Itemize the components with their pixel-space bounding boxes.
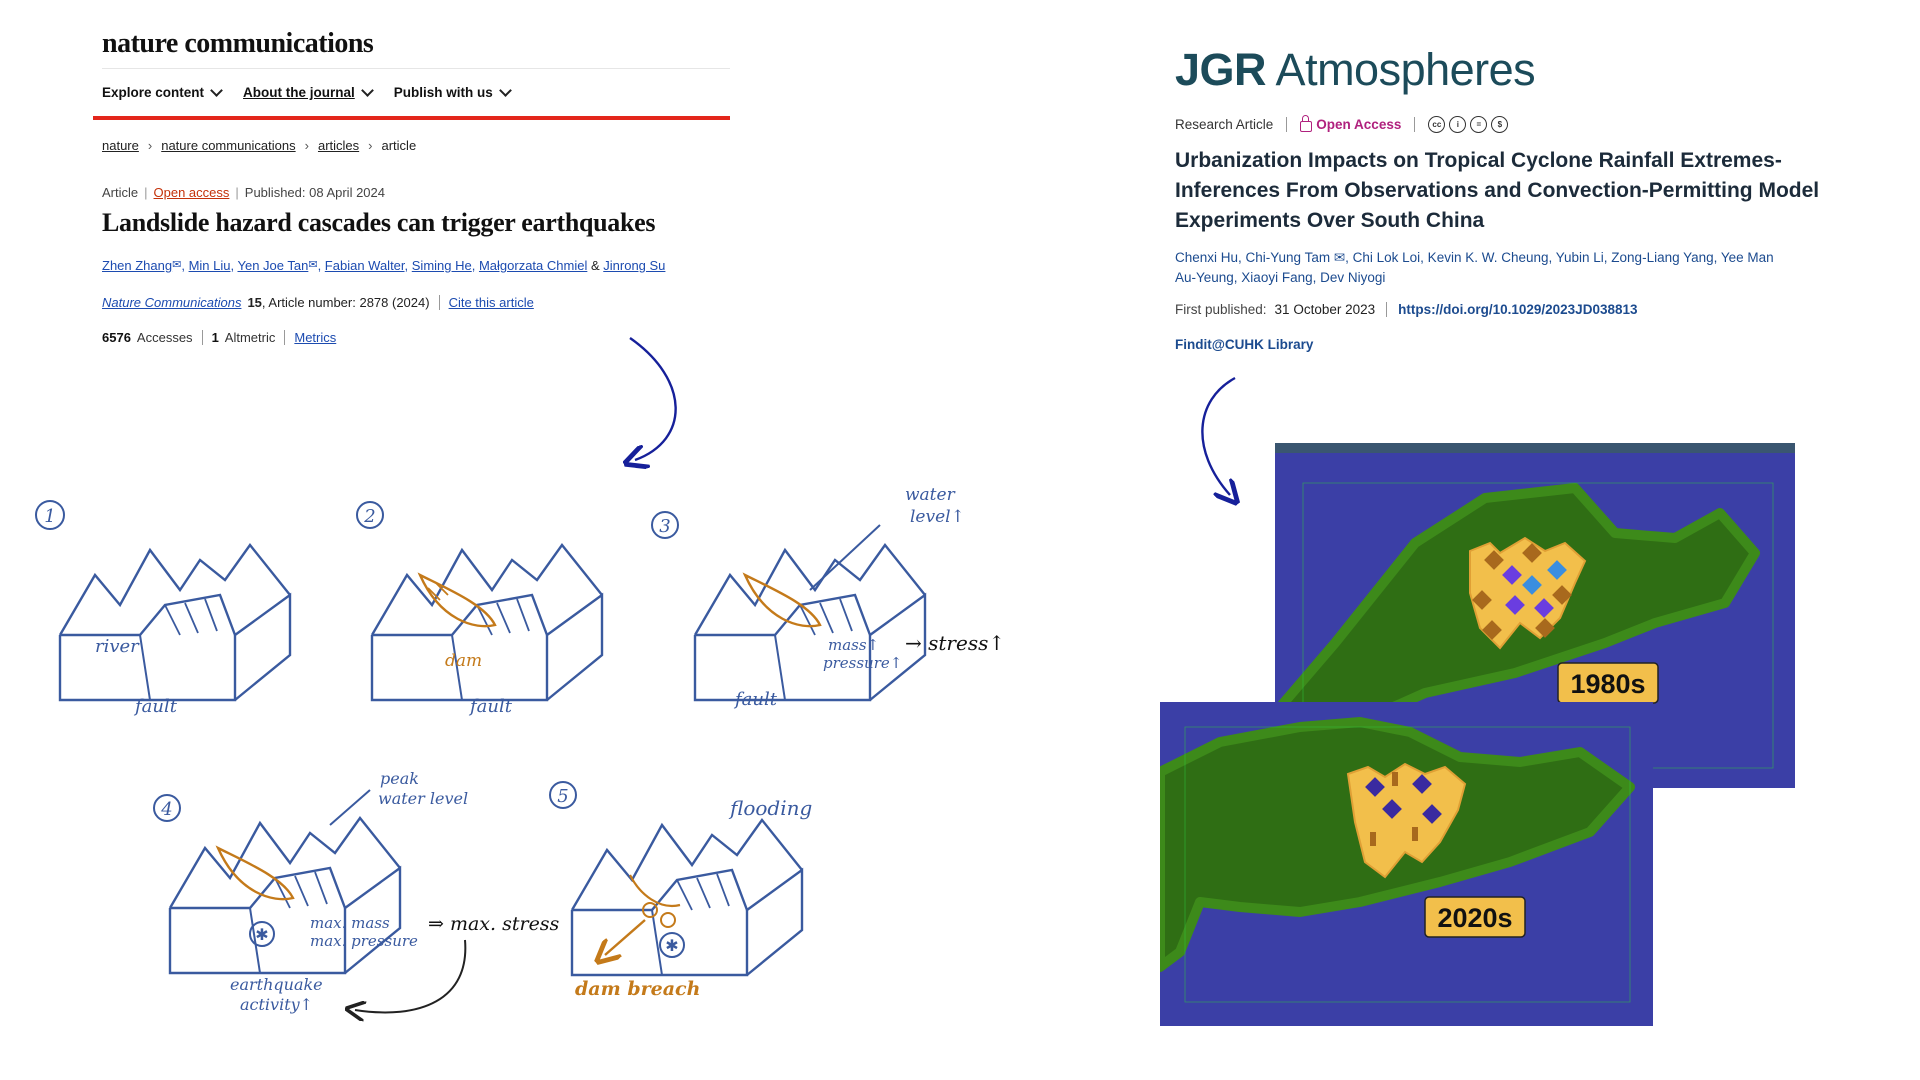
author-link[interactable]: Zhen Zhang xyxy=(102,258,173,273)
journal-logo[interactable] xyxy=(1175,44,1535,96)
mail-icon[interactable]: ✉ xyxy=(172,259,182,271)
sketch-label: pressure↑ xyxy=(823,654,903,672)
article-meta: Article | Open access | Published: 08 April 2024 xyxy=(102,185,385,200)
cite-this-article-link[interactable]: Cite this article xyxy=(448,295,534,310)
journal-nav xyxy=(102,85,510,100)
published-date: Published: 08 April 2024 xyxy=(244,185,385,200)
open-access-label: Open Access xyxy=(1316,117,1402,132)
altmetric-count: 1 xyxy=(211,330,219,345)
sketch-label: flooding xyxy=(730,796,813,820)
article-number: , Article number: 2878 (2024) xyxy=(261,295,430,310)
accesses-count: 6576 xyxy=(102,330,131,345)
nav-explore-content[interactable] xyxy=(102,85,221,100)
step-number: 5 xyxy=(557,786,569,807)
cc-nd-icon: = xyxy=(1470,116,1487,133)
article-title: Urbanization Impacts on Tropical Cyclone Rainfall Extremes-Inferences From Observations and Convection-Permitting Model Experiments Over South China xyxy=(1175,149,1820,232)
sketch-label: peak xyxy=(380,769,419,788)
sketch-label: river xyxy=(95,636,139,657)
volume: 15 xyxy=(247,295,262,310)
breadcrumb-link[interactable]: articles xyxy=(317,138,360,153)
chevron-right-icon: › xyxy=(368,138,373,153)
author-separator: & xyxy=(590,258,600,273)
nav-label: Publish with us xyxy=(393,85,493,100)
step-number: 4 xyxy=(161,799,173,820)
lock-icon xyxy=(1300,121,1312,132)
open-access-badge xyxy=(1300,117,1401,132)
chevron-down-icon xyxy=(210,84,223,97)
author-link[interactable]: Jinrong Su xyxy=(603,258,666,273)
chevron-down-icon xyxy=(499,84,512,97)
sketch-label: mass↑ xyxy=(828,636,880,654)
sketch-label: → stress↑ xyxy=(905,631,1006,655)
arrow-icon xyxy=(630,338,676,460)
author-link[interactable]: Siming He xyxy=(411,258,472,273)
landslide-cascade-sketch xyxy=(0,320,1060,1040)
logo-jgr: JGR xyxy=(1175,44,1267,95)
article-title: Landslide hazard cascades can trigger earthquakes xyxy=(102,208,656,237)
sketch-step-2 xyxy=(357,502,602,717)
divider xyxy=(102,68,730,69)
sketch-label: dam xyxy=(445,651,483,671)
sketch-step-1 xyxy=(36,501,290,717)
nav-publish[interactable] xyxy=(394,85,510,100)
sketch-label: fault xyxy=(135,696,177,717)
breadcrumb-link[interactable]: nature communications xyxy=(161,138,296,153)
sketch-step-4 xyxy=(154,769,560,1014)
published-label: First published: xyxy=(1175,302,1267,317)
divider xyxy=(1414,117,1415,132)
cc-by-icon: i xyxy=(1449,116,1466,133)
nav-accent-bar xyxy=(93,116,730,120)
logo-atmospheres: Atmospheres xyxy=(1266,44,1536,95)
author-link[interactable]: Fabian Walter xyxy=(324,258,405,273)
breadcrumb xyxy=(102,138,416,153)
divider xyxy=(1286,117,1287,132)
chevron-right-icon: › xyxy=(304,138,309,153)
cc-icon: cc xyxy=(1428,116,1445,133)
journal-logo[interactable]: nature communications xyxy=(102,28,374,59)
open-access-link[interactable]: Open access xyxy=(153,185,230,200)
author-link[interactable]: Min Liu xyxy=(188,258,231,273)
arrow-icon xyxy=(1180,370,1260,510)
sketch-label: earthquake xyxy=(230,975,323,994)
chevron-down-icon xyxy=(361,84,374,97)
breadcrumb-link[interactable]: nature xyxy=(102,138,139,153)
year-label: 2020s xyxy=(1437,903,1513,933)
sketch-step-5 xyxy=(550,782,812,1000)
accesses-label: Accesses xyxy=(136,330,193,345)
step-number: 1 xyxy=(44,506,56,527)
sketch-label: dam breach xyxy=(575,978,701,1000)
cc-nc-icon: $ xyxy=(1491,116,1508,133)
sketch-step-3 xyxy=(652,485,1005,710)
step-number: 3 xyxy=(659,516,671,537)
map-2020s xyxy=(1160,702,1653,1026)
article-type: Article xyxy=(102,185,139,200)
svg-text:✱: ✱ xyxy=(665,938,679,955)
step-number: 2 xyxy=(364,506,376,527)
doi-link[interactable]: https://doi.org/10.1029/2023JD038813 xyxy=(1398,302,1638,317)
sketch-label: max. mass xyxy=(310,914,390,932)
author-list[interactable]: Chenxi Hu, Chi-Yung Tam ✉, Chi Lok Loi, Kevin K. W. Cheung, Yubin Li, Zong-Liang Yang, Yee Man Au-Yeung, Xiaoyi Fang, Dev Niyogi xyxy=(1175,250,1774,285)
nav-about-journal[interactable] xyxy=(243,85,372,100)
author-link[interactable]: Małgorzata Chmiel xyxy=(478,258,588,273)
author-list: Zhen Zhang✉, Min Liu, Yen Joe Tan✉, Fabian Walter, Siming He, Małgorzata Chmiel & Jinrong Su xyxy=(102,258,666,273)
published-date: 31 October 2023 xyxy=(1274,302,1376,317)
metrics-link[interactable]: Metrics xyxy=(294,330,337,345)
citation-line xyxy=(102,295,534,310)
sketch-label: water level xyxy=(378,789,469,808)
journal-link[interactable]: Nature Communications xyxy=(102,295,242,310)
breadcrumb-current: article xyxy=(381,138,417,153)
mail-icon[interactable]: ✉ xyxy=(308,259,318,271)
nav-label: About the journal xyxy=(243,85,355,100)
sketch-label: activity↑ xyxy=(240,995,314,1014)
nav-label: Explore content xyxy=(102,85,205,100)
author-link[interactable]: Yen Joe Tan xyxy=(237,258,309,273)
chevron-right-icon: › xyxy=(147,138,153,153)
year-label: 1980s xyxy=(1570,669,1646,699)
sketch-label: ⇒ max. stress xyxy=(428,913,560,935)
svg-text:✱: ✱ xyxy=(255,927,269,944)
article-meta xyxy=(1175,116,1508,133)
sketch-label: fault xyxy=(470,696,512,717)
altmetric-label: Altmetric xyxy=(224,330,276,345)
publication-info xyxy=(1175,302,1638,317)
sketch-label: max. pressure xyxy=(310,932,418,950)
divider xyxy=(1386,302,1387,317)
library-link[interactable]: Findit@CUHK Library xyxy=(1175,337,1314,352)
sketch-label: fault xyxy=(735,689,777,710)
sketch-label: level↑ xyxy=(910,507,965,527)
license-icons[interactable] xyxy=(1428,116,1508,133)
article-type: Research Article xyxy=(1175,117,1274,132)
divider xyxy=(439,295,440,310)
sketch-label: water xyxy=(905,485,955,505)
